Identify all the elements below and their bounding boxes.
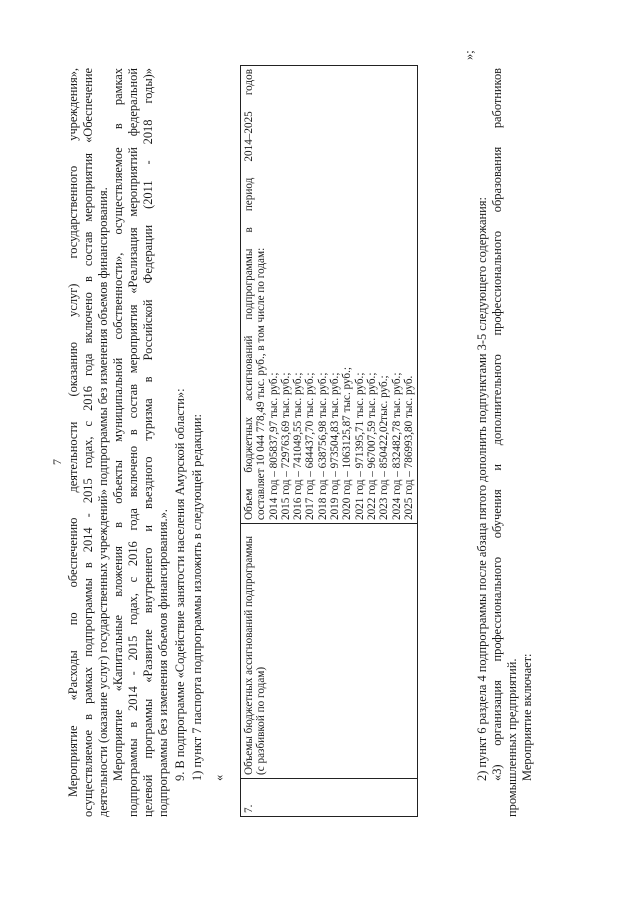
year-line: 2015 год – 729763,69 тыс. руб.;	[279, 372, 292, 520]
year-line: 2023 год – 850422,02тыс. руб.;	[378, 375, 391, 520]
opening-quote: «	[212, 774, 226, 781]
label-cell	[241, 524, 418, 779]
intro-line: Объем бюджетных ассигнований подпрограммы в период 2014–2025 годов	[243, 69, 255, 520]
year-line: 2020 год – 1063125,87 тыс. руб.;	[341, 366, 354, 520]
year-line: 2016 год – 741049,55 тыс. руб.;	[292, 372, 305, 520]
label-line: (с разбивкой по годам)	[255, 666, 268, 775]
paragraph-line: целевой программы «Развитие внутреннего и въездного туризма в Российской Федерации (2011 - 2018 годы)»	[141, 68, 155, 817]
paragraph-line: Мероприятие «Расходы по обеспечению деятельности (оказанию услуг) государственного учреждения»,	[66, 68, 80, 797]
paragraph-line: осуществляемое в рамках подпрограммы в 2014 - 2015 годах, с 2016 года включено в состав мероприятия «Обеспечение	[81, 68, 95, 817]
paragraph-line: промышленных предприятий.	[505, 658, 519, 817]
year-line: 2025 год – 786993,80 тыс. руб.	[402, 375, 415, 520]
section-heading: 9. В подпрограмме «Содействие занятости населения Амурской области»:	[173, 388, 187, 781]
closing-quote: »;	[462, 50, 476, 60]
paragraph-line: подпрограммы без изменения объемов финансирования.».	[156, 509, 170, 817]
passport-table	[240, 65, 418, 817]
year-line: 2018 год – 638756,98 тыс. руб.;	[316, 372, 329, 520]
row-number: 7.	[243, 804, 255, 813]
paragraph-line: 2) пункт 6 раздела 4 подпрограммы после абзаца пятого дополнить подпунктами 3-5 следующего содержания:	[475, 197, 489, 781]
paragraph-line: «3) организация профессионального обучения и дополнительного профессионального образования работников	[490, 68, 504, 781]
row-number-cell	[241, 779, 418, 817]
paragraph-line: Мероприятие включает:	[520, 653, 534, 781]
paragraph-line: Мероприятие «Капитальные вложения в объекты муниципальной собственности», осуществляемое в рамках	[111, 68, 125, 781]
page-number: 7	[50, 459, 64, 465]
year-line: 2022 год – 967007,59 тыс. руб.;	[365, 372, 378, 520]
paragraph-line: 1) пункт 7 паспорта подпрограммы изложить в следующей редакции:	[190, 414, 204, 781]
year-line: 2021 год – 971395,71 тыс. руб.;	[353, 372, 366, 520]
intro-line: составляет 10 044 778,49 тыс. руб., в том числе по годам:	[255, 247, 268, 520]
value-cell	[241, 66, 418, 524]
year-line: 2024 год – 832482,78 тыс. руб.;	[390, 372, 403, 520]
year-line: 2014 год – 805837,97 тыс. руб.;	[267, 372, 280, 520]
year-line: 2017 год – 684437,70 тыс. руб.;	[304, 372, 317, 520]
year-line: 2019 год – 973504,83 тыс. руб.;	[329, 372, 342, 520]
paragraph-line: подпрограммы в 2014 - 2015 годах, с 2016 года включено в состав мероприятия «Реализация мероприятий федеральной	[126, 68, 140, 817]
label-line: Объемы бюджетных ассигнований подпрограммы	[243, 535, 255, 775]
paragraph-line: деятельности (оказание услуг) государственных учреждений» подпрограммы без изменения объемов финансирования.	[96, 187, 110, 817]
table-row	[241, 66, 418, 817]
